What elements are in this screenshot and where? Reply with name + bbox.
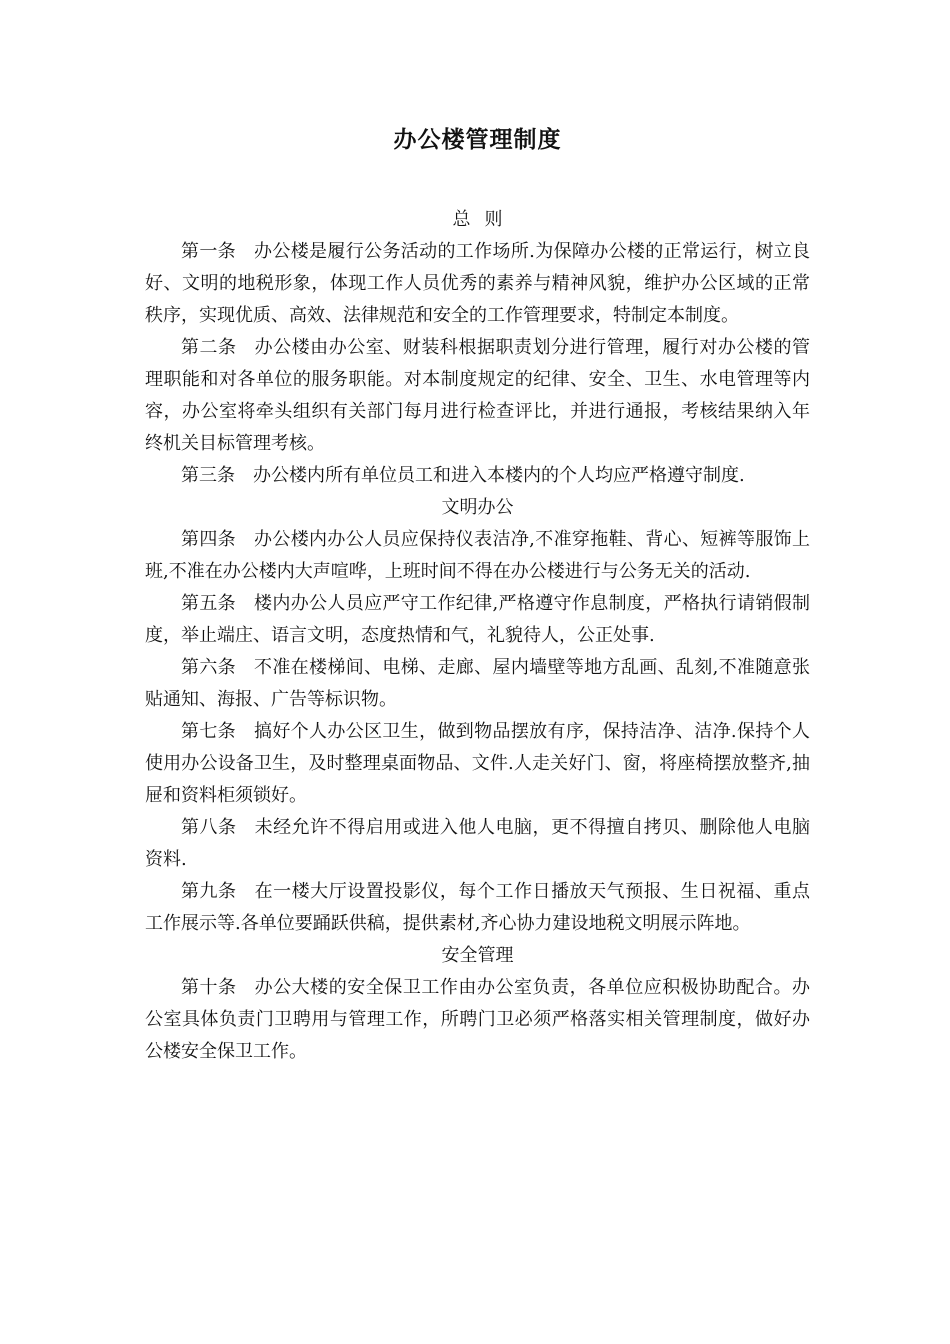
article-7 — [145, 716, 810, 812]
section-heading: 总则 — [452, 209, 517, 230]
article-number: 第九条 — [181, 881, 237, 902]
document-title: 办公楼管理制度 — [393, 126, 562, 153]
article-text: 办公楼内所有单位员工和进入本楼内的个人均应严格遵守制度. — [253, 465, 745, 486]
article-text: 办公楼内办公人员应保持仪表洁净,不准穿拖鞋、背心、短裤等服饰上班,不准在办公楼内大声喧哗，上班时间不得在办公楼进行与公务无关的活动. — [145, 529, 811, 582]
section-security — [145, 940, 810, 1068]
article-number: 第四条 — [181, 529, 237, 550]
section-heading: 文明办公 — [441, 497, 514, 518]
article-text: 未经允许不得启用或进入他人电脑，更不得擅自拷贝、删除他人电脑资料. — [145, 817, 810, 870]
article-text: 办公楼由办公室、财装科根据职责划分进行管理，履行对办公楼的管理职能和对各单位的服务职能。对本制度规定的纪律、安全、卫生、水电管理等内容，办公室将牵头组织有关部门每月进行检查评比，并进行通报，考核结果纳入年终机关目标管理考核。 — [145, 337, 810, 454]
article-number: 第二条 — [181, 337, 237, 358]
article-9 — [145, 876, 810, 940]
article-5 — [145, 588, 810, 652]
article-10 — [145, 972, 810, 1068]
article-number: 第七条 — [181, 721, 237, 742]
section-general — [145, 204, 810, 492]
article-6 — [145, 652, 810, 716]
article-4 — [145, 524, 810, 588]
article-8 — [145, 812, 810, 876]
document-page — [145, 120, 810, 1068]
article-text: 不准在楼梯间、电梯、走廊、屋内墙壁等地方乱画、乱刻,不准随意张贴通知、海报、广告等标识物。 — [145, 657, 811, 710]
article-1 — [145, 236, 810, 332]
article-text: 办公楼是履行公务活动的工作场所.为保障办公楼的正常运行，树立良好、文明的地税形象，体现工作人员优秀的素养与精神风貌，维护办公区域的正常秩序，实现优质、高效、法律规范和安全的工作管理要求，特制定本制度。 — [145, 241, 811, 326]
article-number: 第六条 — [181, 657, 237, 678]
article-text: 楼内办公人员应严守工作纪律,严格遵守作息制度，严格执行请销假制度，举止端庄、语言文明，态度热情和气，礼貌待人，公正处事. — [145, 593, 811, 646]
article-text: 办公大楼的安全保卫工作由办公室负责，各单位应积极协助配合。办公室具体负责门卫聘用与管理工作，所聘门卫必须严格落实相关管理制度，做好办公楼安全保卫工作。 — [145, 977, 810, 1062]
article-2 — [145, 332, 810, 460]
article-number: 第五条 — [181, 593, 237, 614]
section-civilized-office — [145, 492, 810, 940]
article-3 — [145, 460, 810, 492]
article-number: 第一条 — [181, 241, 237, 262]
section-heading: 安全管理 — [441, 945, 514, 966]
article-number: 第八条 — [181, 817, 237, 838]
article-text: 在一楼大厅设置投影仪，每个工作日播放天气预报、生日祝福、重点工作展示等.各单位要踊跃供稿，提供素材,齐心协力建设地税文明展示阵地。 — [145, 881, 810, 934]
article-number: 第十条 — [181, 977, 237, 998]
article-number: 第三条 — [181, 465, 235, 486]
article-text: 搞好个人办公区卫生，做到物品摆放有序，保持洁净、洁净.保持个人使用办公设备卫生，及时整理桌面物品、文件.人走关好门、窗，将座椅摆放整齐,抽屉和资料柜须锁好。 — [145, 721, 811, 806]
